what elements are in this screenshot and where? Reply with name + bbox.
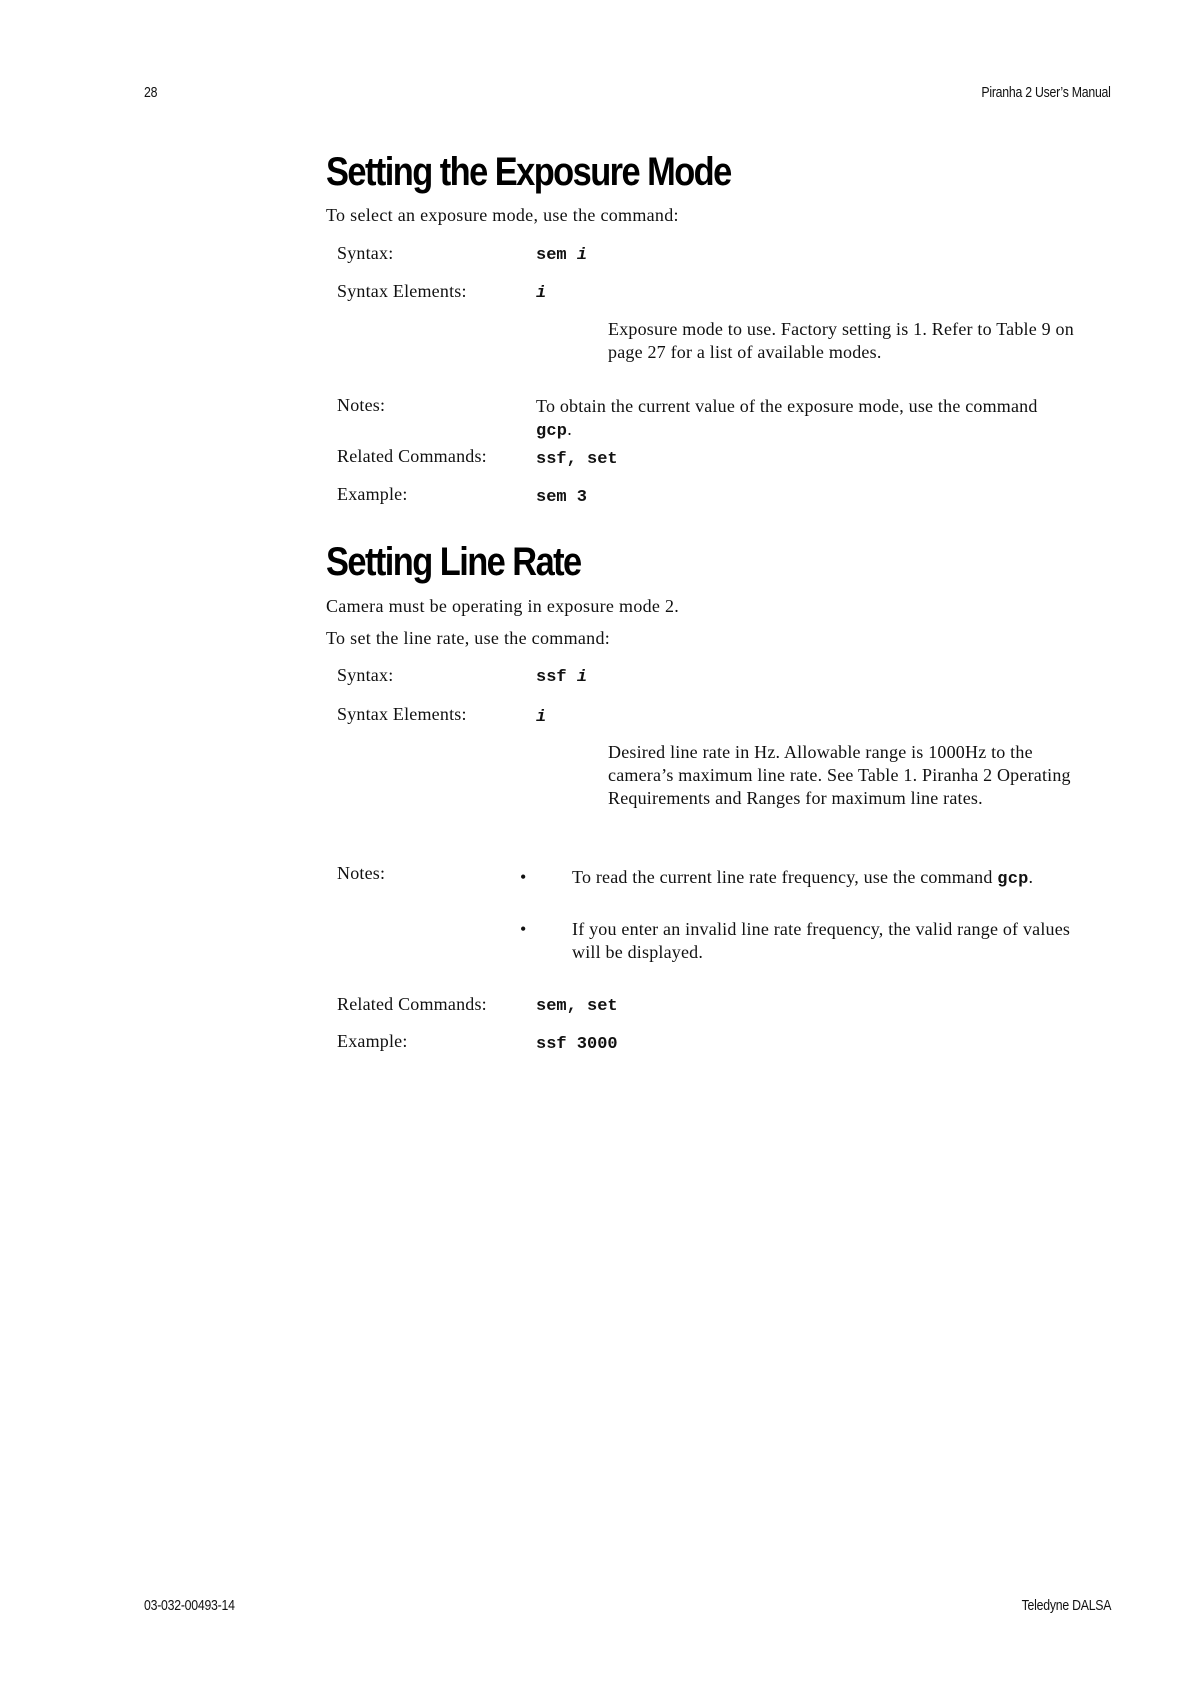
- bullet-icon: •: [520, 867, 527, 887]
- example-value: ssf 3000: [536, 1035, 618, 1054]
- syntax-element-name: i: [536, 284, 547, 303]
- notes-command: gcp: [536, 422, 568, 441]
- company-name: Teledyne DALSA: [1021, 1597, 1111, 1614]
- bullet-icon: •: [520, 919, 527, 939]
- page-number: 28: [144, 84, 158, 101]
- section2-intro-1: Camera must be operating in exposure mode 2.: [326, 596, 680, 616]
- notes-command: gcp: [997, 870, 1029, 889]
- syntax-command: sem i: [536, 246, 588, 265]
- syntax-element-description: Desired line rate in Hz. Allowable range is 1000Hz to the camera’s maximum line rate. See Table 1. Piranha 2 Operating Requirements and Ranges for maximum line rates.: [608, 742, 1071, 808]
- syntax-label: Syntax:: [337, 243, 394, 263]
- syntax-elements-label: Syntax Elements:: [337, 281, 467, 301]
- example-label: Example:: [337, 1031, 408, 1051]
- section1-intro: To select an exposure mode, use the command:: [326, 205, 679, 225]
- example-value: sem 3: [536, 488, 588, 507]
- notes-label: Notes:: [337, 395, 386, 415]
- section-title-exposure-mode: Setting the Exposure Mode: [326, 150, 731, 194]
- example-label: Example:: [337, 484, 408, 504]
- syntax-elements-label: Syntax Elements:: [337, 704, 467, 724]
- related-commands-value: ssf, set: [536, 450, 618, 469]
- manual-title: Piranha 2 User’s Manual: [981, 84, 1111, 101]
- syntax-label: Syntax:: [337, 665, 394, 685]
- syntax-command: ssf i: [536, 668, 588, 687]
- related-commands-label: Related Commands:: [337, 994, 487, 1014]
- section2-intro-2: To set the line rate, use the command:: [326, 628, 611, 648]
- related-commands-value: sem, set: [536, 997, 618, 1016]
- section-title-line-rate: Setting Line Rate: [326, 540, 581, 584]
- document-number: 03-032-00493-14: [144, 1597, 235, 1614]
- notes-text: To obtain the current value of the exposure mode, use the command gcp.: [536, 396, 1038, 441]
- syntax-element-name: i: [536, 708, 547, 727]
- syntax-element-description: Exposure mode to use. Factory setting is 1. Refer to Table 9 on page 27 for a list of available modes.: [608, 319, 1074, 362]
- notes-label: Notes:: [337, 863, 386, 883]
- related-commands-label: Related Commands:: [337, 446, 487, 466]
